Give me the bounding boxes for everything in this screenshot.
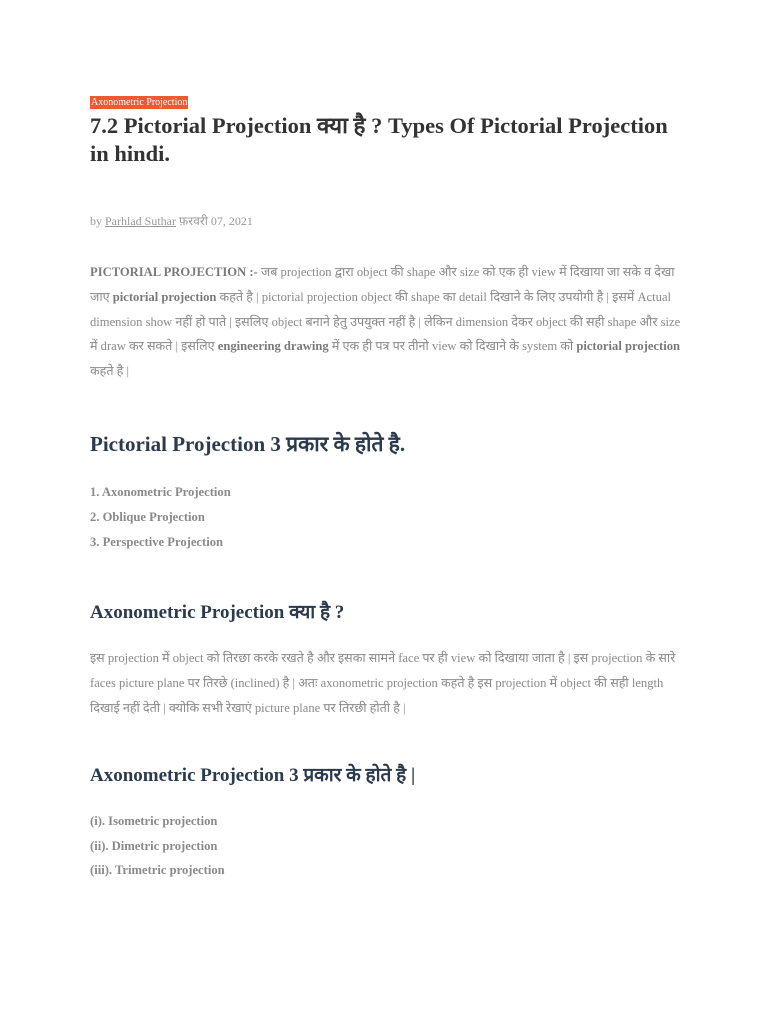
article-title: 7.2 Pictorial Projection क्या है ? Types Of Pictorial Projection in hindi. [90,113,668,166]
intro-bold-1: pictorial projection [112,289,217,304]
axonometric-paragraph: इस projection में object को तिरछा करके रखते है और इसका सामने face पर ही view को दिखाया जाता है | इस projection के सारे faces picture plane पर तिरछे (inclined) है | अतः axonometric projection कहते है इस projection में object की सही length दिखाई नहीं देती | क्योकि सभी रेखाएं picture plane पर तिरछी होती है | [90,651,676,715]
category-tag[interactable]: Axonometric Projection [91,97,188,108]
axonometric-types-list [90,809,682,883]
list-item: 1. Axonometric Projection [90,484,231,499]
byline [90,213,682,229]
intro-bold-2: engineering drawing [217,339,329,354]
list-item: 2. Oblique Projection [90,509,205,524]
intro-text-2: कहते है | pictorial projection object की shape का detail दिखाने के लिए उपयोगी है | इसमें Actual dimension show नहीं हो पाते | इसलिए object बनाने हेतु उपयुक्त नहीं है | लेकिन dimension देकर object की सही shape और size में draw कर सकते | इसलिए [90,289,681,354]
byline-prefix: by [90,214,102,228]
list-item: 3. Perspective Projection [90,534,223,549]
intro-text-4: कहते है | [90,364,130,379]
types-list [90,480,682,554]
publish-date: फ़रवरी 07, 2021 [179,214,253,228]
intro-paragraph [90,260,682,384]
section-heading-axonometric-types: Axonometric Projection 3 प्रकार के होते है | [90,764,416,786]
author-link[interactable]: Parhlad Suthar [105,214,176,228]
list-item: (ii). Dimetric projection [90,838,218,853]
section-heading-types: Pictorial Projection 3 प्रकार के होते है. [90,431,406,456]
section-heading-axonometric: Axonometric Projection क्या है ? [90,602,345,624]
intro-text-3: में एक ही पत्र पर तीनो view को दिखाने के system को [328,339,577,354]
article [90,92,682,883]
list-item: (i). Isometric projection [90,813,218,828]
intro-text-1: जब projection द्वारा object की shape और size को एक ही view में दिखाया जा सके व देखा जाए [90,265,675,304]
intro-term: PICTORIAL PROJECTION :- [90,265,261,279]
intro-bold-3: pictorial projection [576,339,680,354]
list-item: (iii). Trimetric projection [90,863,225,878]
